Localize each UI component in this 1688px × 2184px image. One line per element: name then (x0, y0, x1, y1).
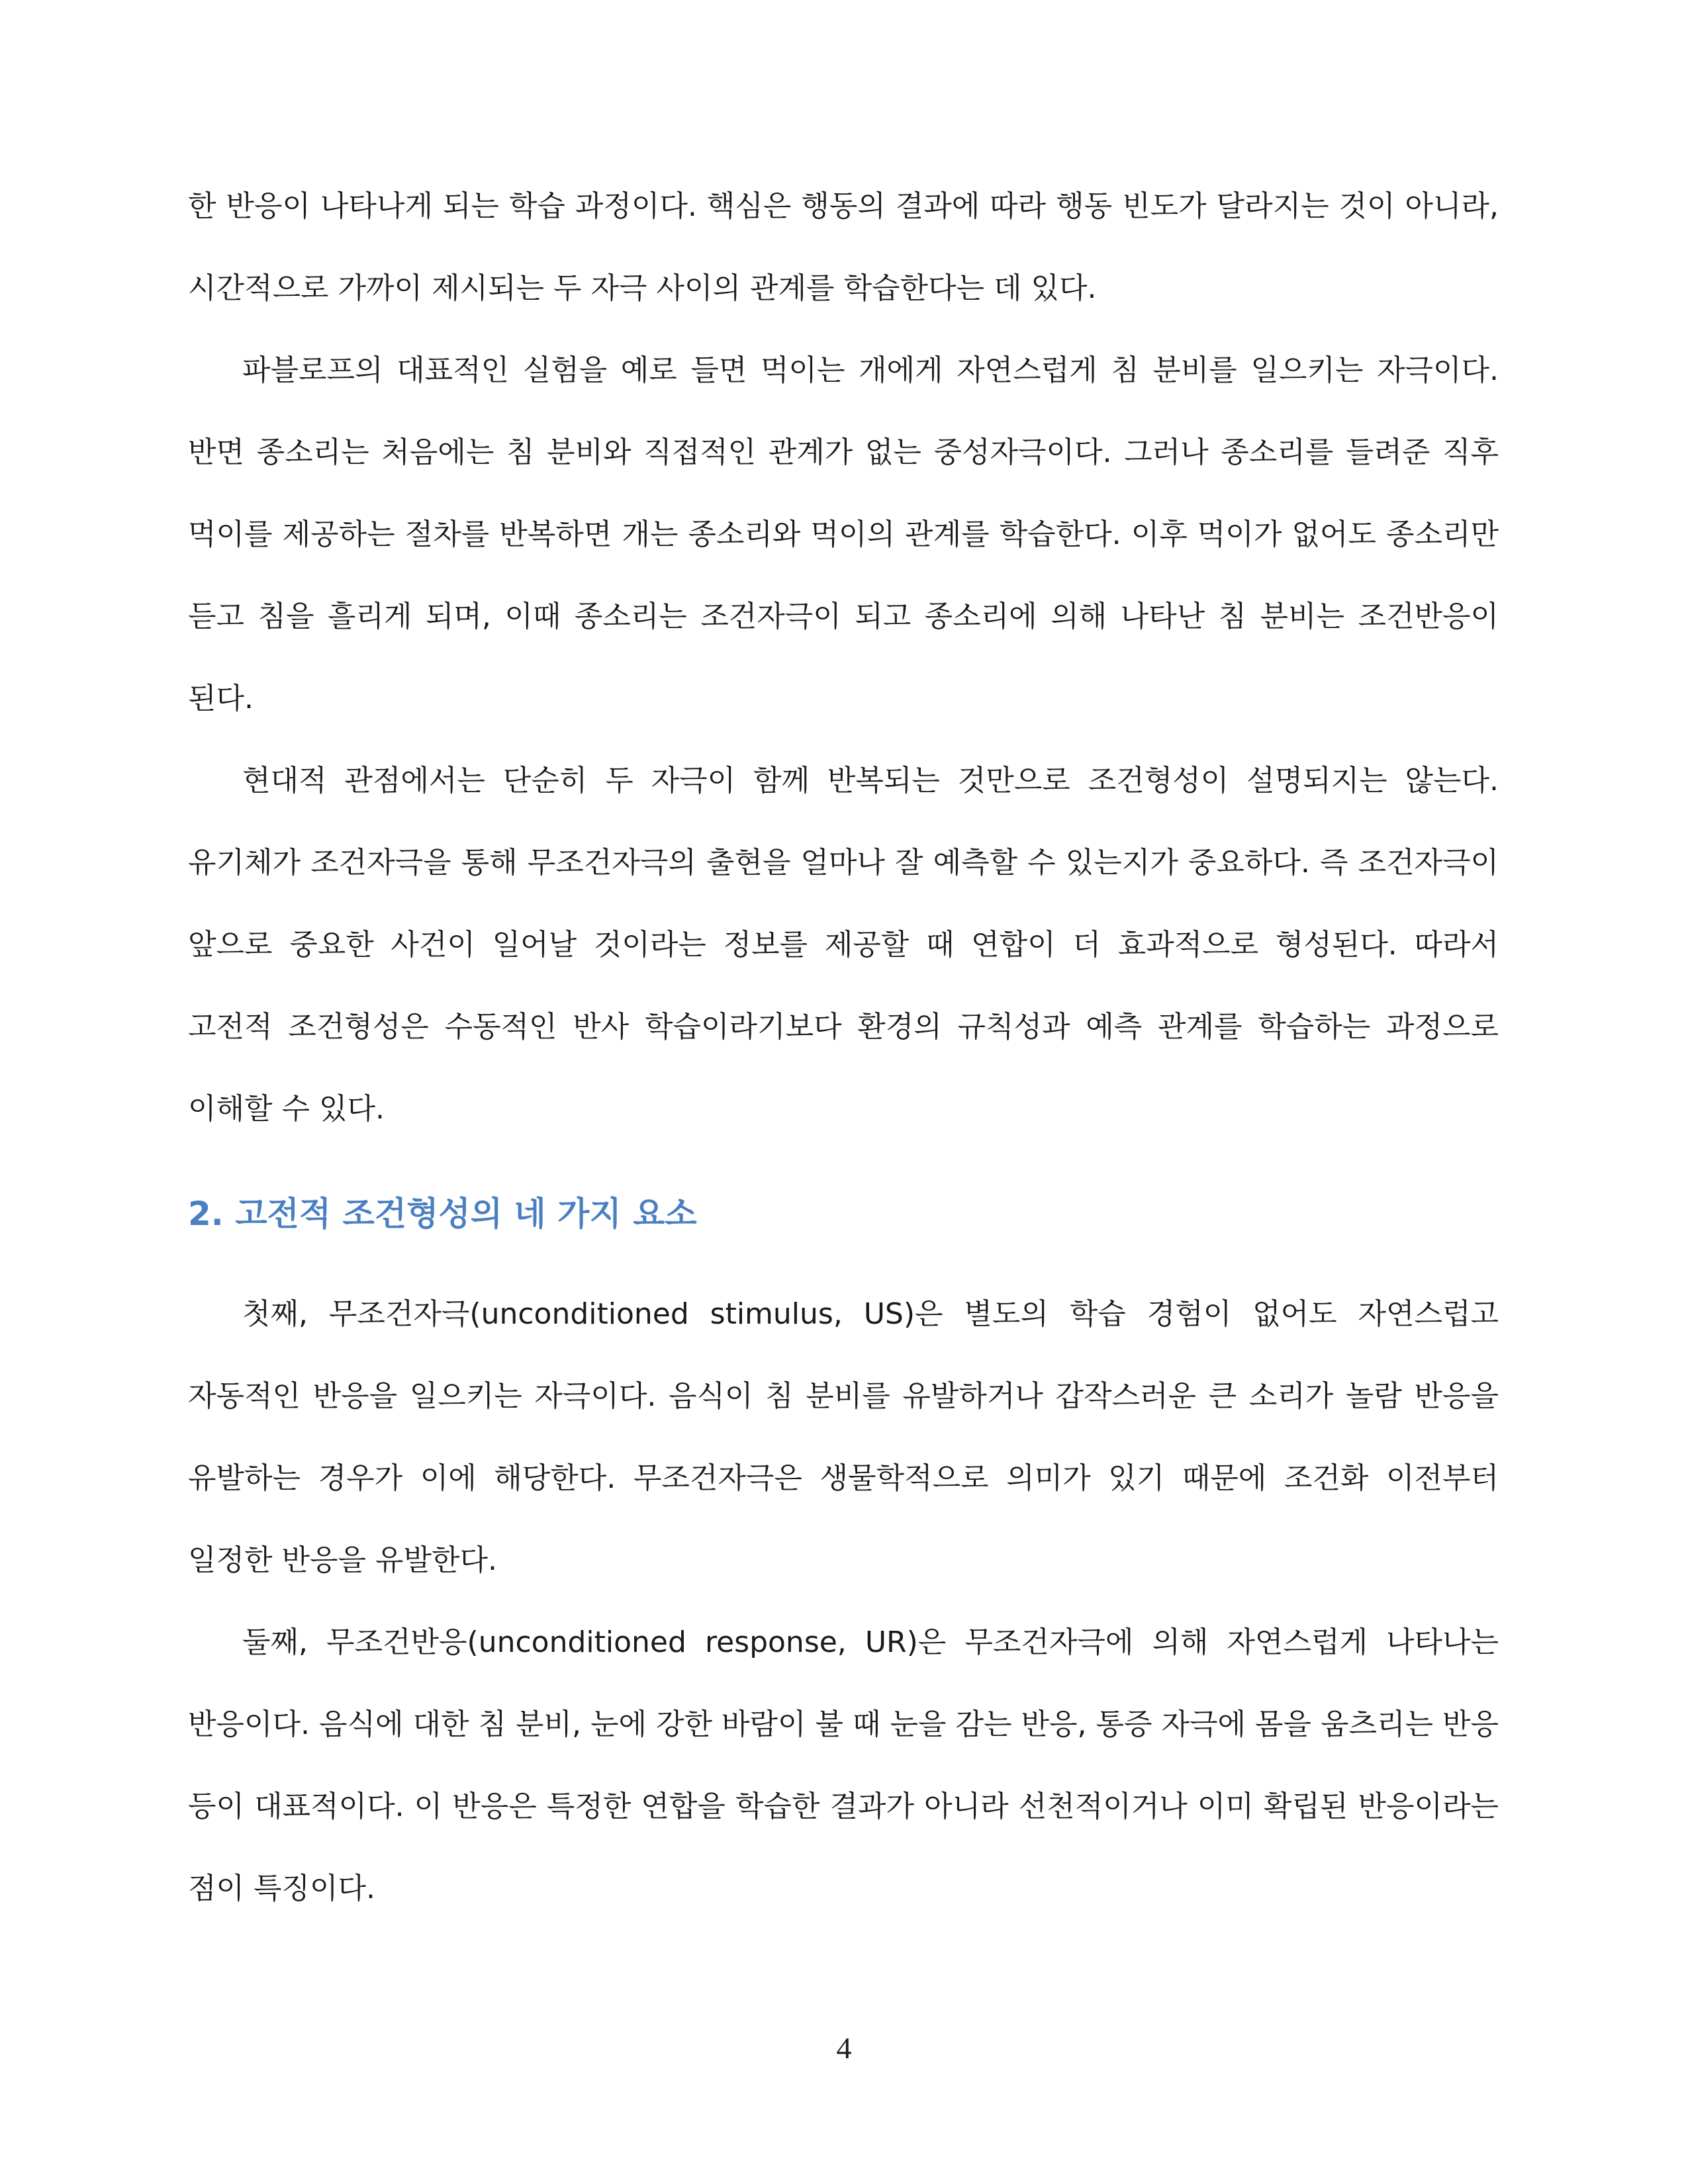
body-paragraph-modern-view: 현대적 관점에서는 단순히 두 자극이 함께 반복되는 것만으로 조건형성이 설명되지는 않는다. 유기체가 조건자극을 통해 무조건자극의 출현을 얼마나 잘 예측할 수 있는지가 중요하다. 즉 조건자극이 앞으로 중요한 사건이 일어날 것이라는 정보를 제공할 때 연합이 더 효과적으로 형성된다. 따라서 고전적 조건형성은 수동적인 반사 학습이라기보다 환경의 규칙성과 예측 관계를 학습하는 과정으로 이해할 수 있다. (188, 764, 1499, 1126)
body-paragraph-unconditioned-stimulus: 첫째, 무조건자극(unconditioned stimulus, US)은 별도의 학습 경험이 없어도 자연스럽고 자동적인 반응을 일으키는 자극이다. 음식이 침 분비를 유발하거나 갑작스러운 큰 소리가 놀람 반응을 유발하는 경우가 이에 해당한다. 무조건자극은 생물학적으로 의미가 있기 때문에 조건화 이전부터 일정한 반응을 유발한다. (188, 1297, 1499, 1577)
section-heading: 2. 고전적 조건형성의 네 가지 요소 (188, 1195, 697, 1233)
body-paragraph-unconditioned-response: 둘째, 무조건반응(unconditioned response, UR)은 무조건자극에 의해 자연스럽게 나타나는 반응이다. 음식에 대한 침 분비, 눈에 강한 바람이 불 때 눈을 감는 반응, 통증 자극에 몸을 움츠리는 반응 등이 대표적이다. 이 반응은 특정한 연합을 학습한 결과가 아니라 선천적이거나 이미 확립된 반응이라는 점이 특징이다. (188, 1625, 1499, 1905)
page-number: 4 (836, 2031, 852, 2065)
body-paragraph-pavlov: 파블로프의 대표적인 실험을 예로 들면 먹이는 개에게 자연스럽게 침 분비를 일으키는 자극이다. 반면 종소리는 처음에는 침 분비와 직접적인 관계가 없는 중성자극이다. 그러나 종소리를 들려준 직후 먹이를 제공하는 절차를 반복하면 개는 종소리와 먹이의 관계를 학습한다. 이후 먹이가 없어도 종소리만 듣고 침을 흘리게 되며, 이때 종소리는 조건자극이 되고 종소리에 의해 나타난 침 분비는 조건반응이 된다. (188, 353, 1499, 715)
page-content (188, 165, 1499, 1930)
body-paragraph-continued: 한 반응이 나타나게 되는 학습 과정이다. 핵심은 행동의 결과에 따라 행동 빈도가 달라지는 것이 아니라, 시간적으로 가까이 제시되는 두 자극 사이의 관계를 학습한다는 데 있다. (188, 189, 1499, 305)
